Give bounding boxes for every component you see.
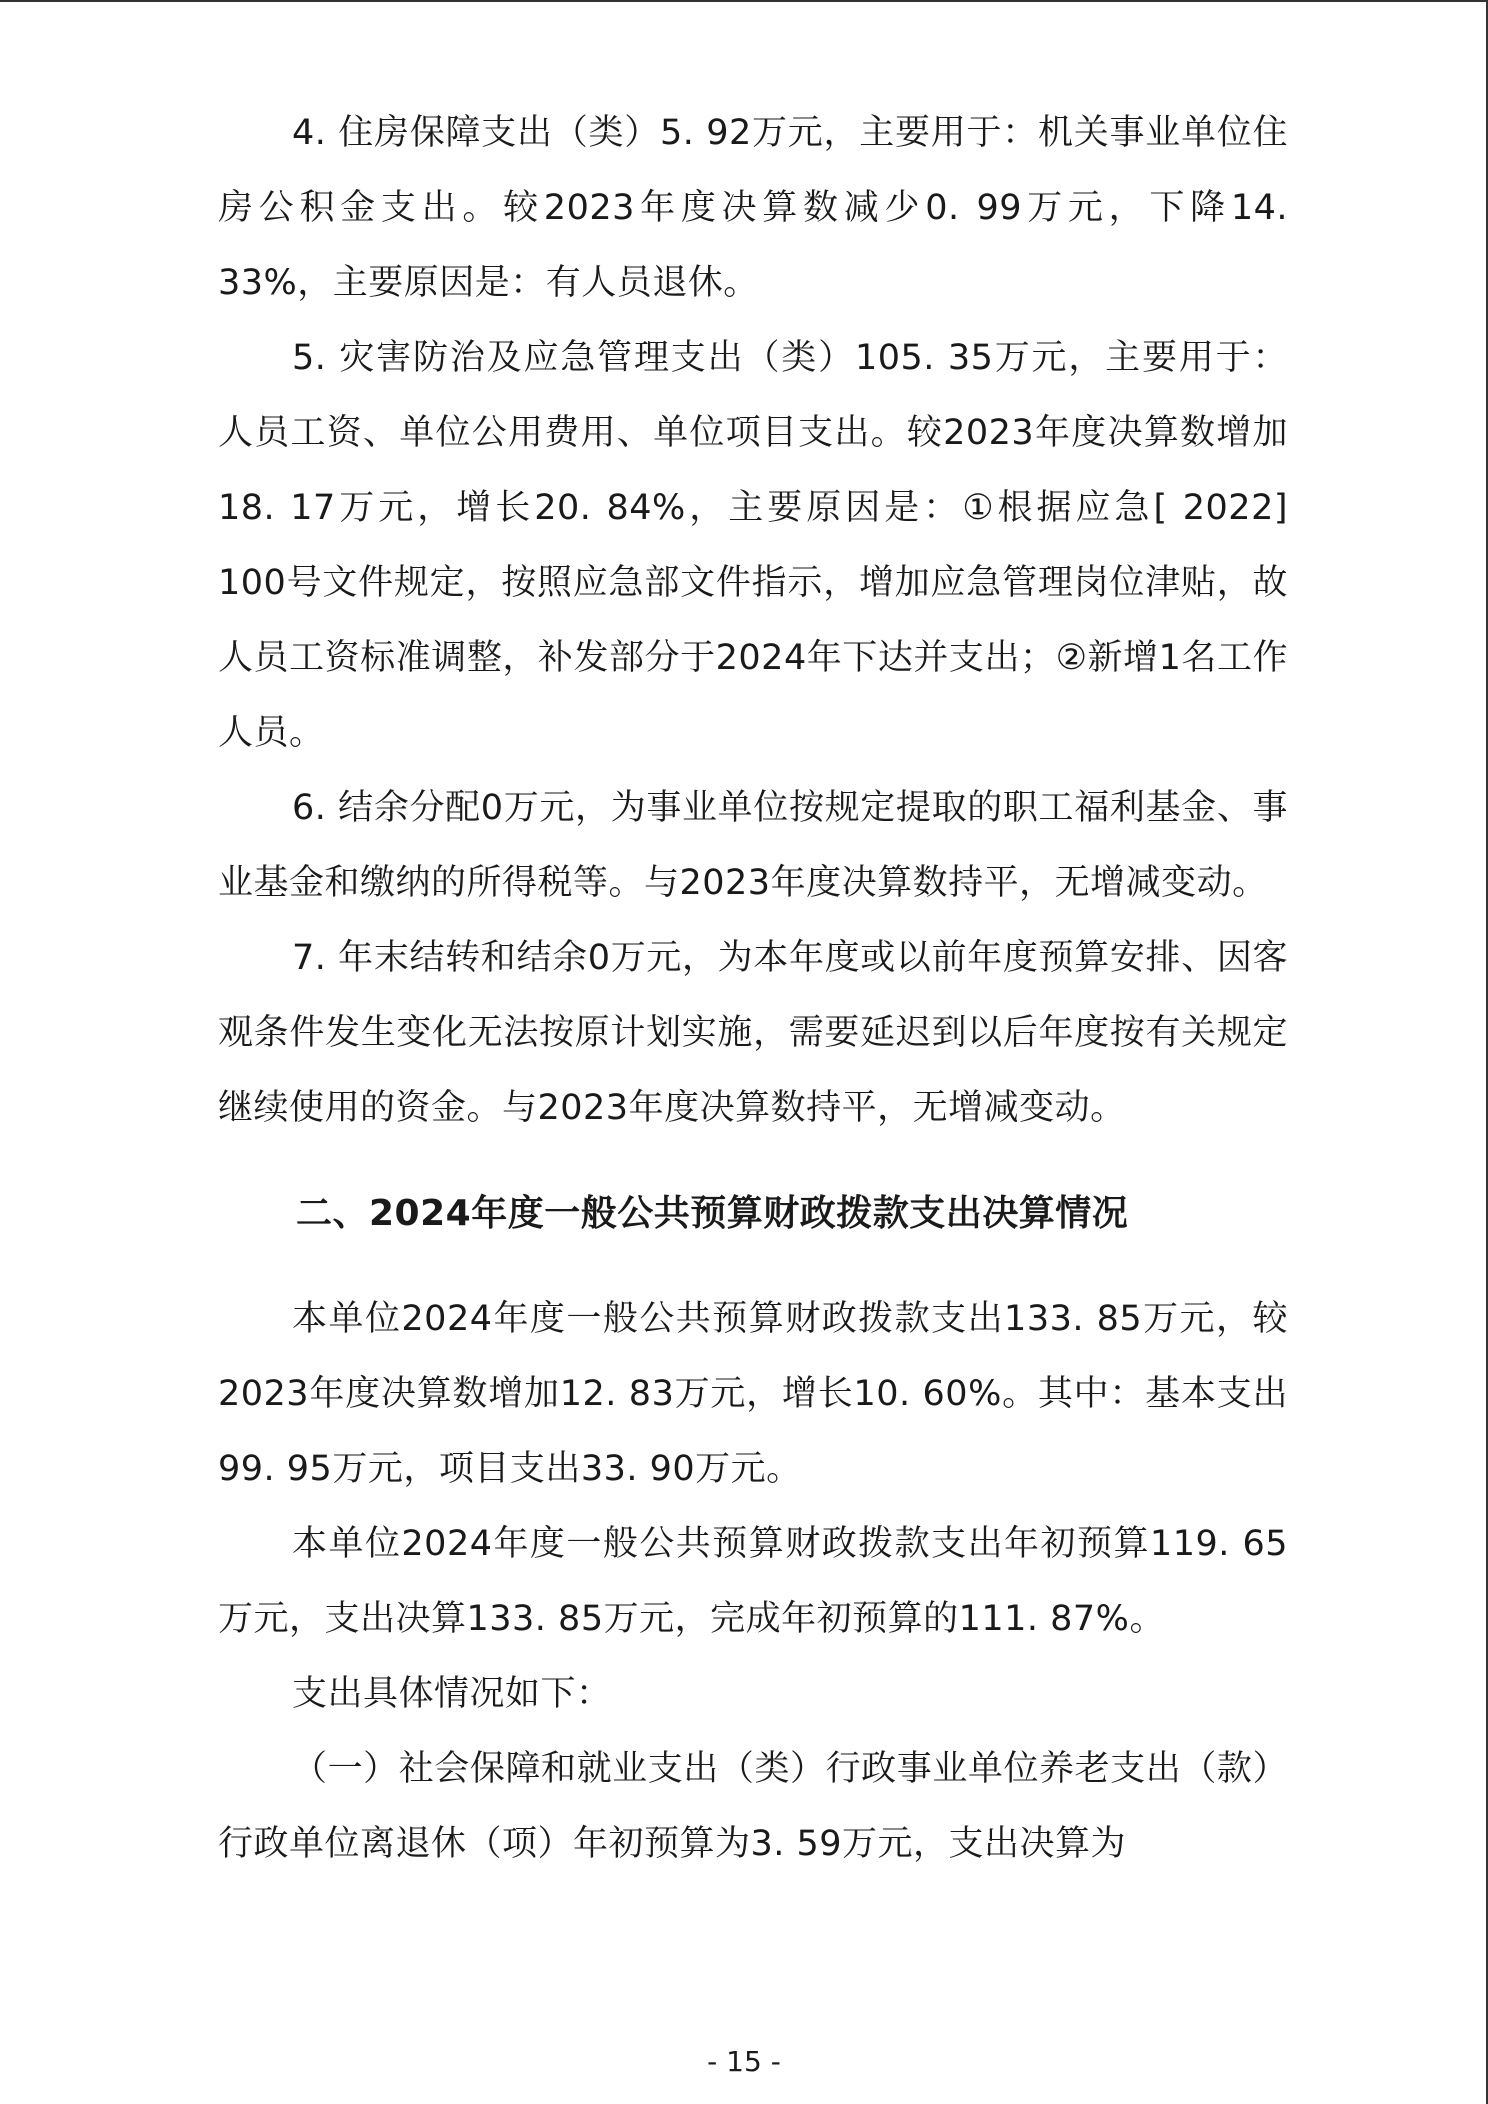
page-number: - 15 - bbox=[707, 2045, 781, 2078]
paragraph-social-security-expenditure: （一）社会保障和就业支出（类）行政事业单位养老支出（款）行政单位离退休（项）年初预算为3. 59万元，支出决算为 bbox=[218, 1749, 1288, 1864]
paragraph-surplus-distribution: 6. 结余分配0万元，为事业单位按规定提取的职工福利基金、事业基金和缴纳的所得税等。与2023年度决算数持平，无增减变动。 bbox=[218, 788, 1288, 903]
section-heading: 二、2024年度一般公共预算财政拨款支出决算情况 bbox=[296, 1193, 1129, 1234]
paragraph-budget-completion: 本单位2024年度一般公共预算财政拨款支出年初预算119. 65万元，支出决算133. 85万元，完成年初预算的111. 87%。 bbox=[218, 1524, 1288, 1639]
paragraph-housing-expenditure: 4. 住房保障支出（类）5. 92万元，主要用于：机关事业单位住房公积金支出。较2023年度决算数减少0. 99万元，下降14. 33%，主要原因是：有人员退休。 bbox=[218, 113, 1288, 303]
page-top-border bbox=[0, 0, 1488, 2]
paragraph-year-end-carryover: 7. 年末结转和结余0万元，为本年度或以前年度预算安排、因客观条件发生变化无法按原计划实施，需要延迟到以后年度按有关规定继续使用的资金。与2023年度决算数持平，无增减变动。 bbox=[218, 938, 1288, 1128]
paragraph-details-intro: 支出具体情况如下： bbox=[292, 1674, 612, 1714]
paragraph-total-expenditure: 本单位2024年度一般公共预算财政拨款支出133. 85万元，较2023年度决算数增加12. 83万元，增长10. 60%。其中：基本支出99. 95万元，项目支出33. 90万元。 bbox=[218, 1299, 1288, 1489]
paragraph-disaster-prevention-expenditure: 5. 灾害防治及应急管理支出（类）105. 35万元，主要用于：人员工资、单位公用费用、单位项目支出。较2023年度决算数增加18. 17万元，增长20. 84%，主要原因是：①根据应急[ 2022] 100号文件规定，按照应急部文件指示，增加应急管理岗位津贴，故人员工资标准调整，补发部分于2024年下达并支出；②新增1名工作人员。 bbox=[218, 338, 1288, 753]
document-body bbox=[218, 96, 1288, 1882]
